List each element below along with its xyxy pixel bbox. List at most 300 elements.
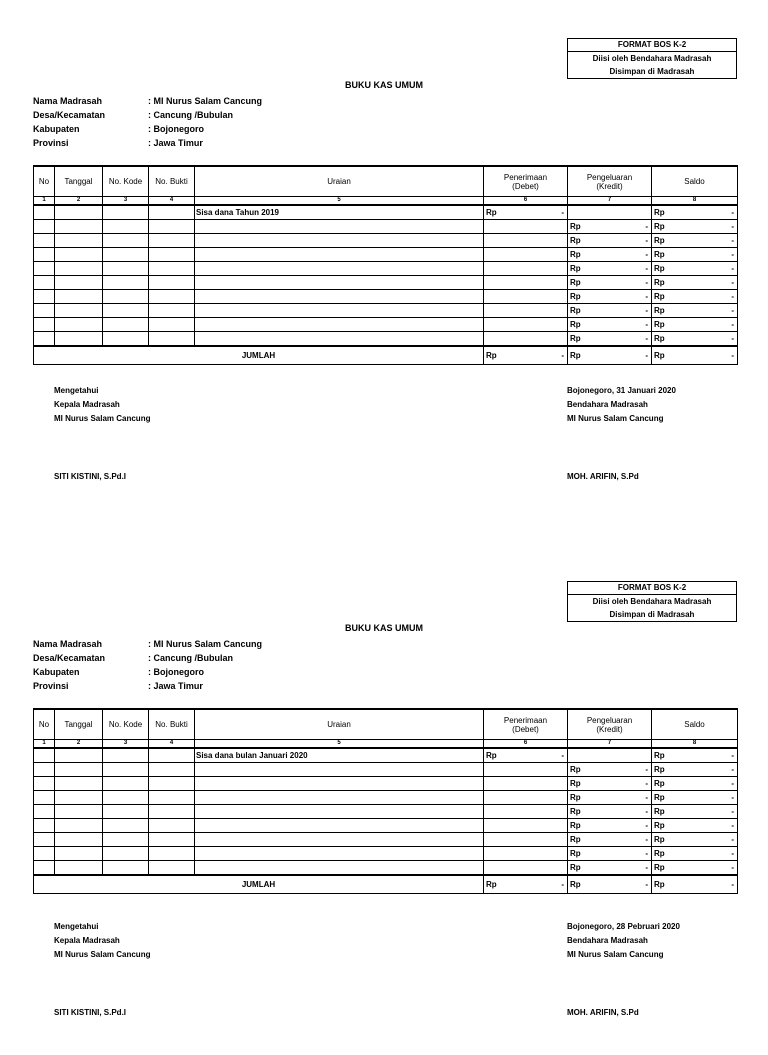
amount-dash: - — [731, 334, 734, 343]
table-row — [34, 262, 738, 276]
info-row-provinsi — [33, 679, 203, 693]
cell-no-kode — [103, 777, 149, 791]
currency-label: Rp — [654, 351, 665, 360]
currency-label: Rp — [654, 880, 665, 889]
cell-tanggal — [55, 332, 103, 347]
amount-dash: - — [731, 821, 734, 830]
amount-dash: - — [645, 863, 648, 872]
table-row — [34, 276, 738, 290]
amount-dash: - — [561, 880, 564, 889]
cell-saldo — [652, 791, 738, 805]
amount-dash: - — [731, 250, 734, 259]
col-number: 4 — [149, 197, 195, 206]
amount-dash: - — [731, 880, 734, 889]
cell-no-kode — [103, 262, 149, 276]
col-header-uraian: Uraian — [195, 709, 484, 740]
col-header-no-bukti: No. Bukti — [149, 166, 195, 197]
info-label: Provinsi — [33, 681, 69, 691]
currency-label: Rp — [570, 807, 581, 816]
currency-label: Rp — [570, 863, 581, 872]
sig-left-line-1: Mengetahui — [54, 386, 99, 395]
total-row — [34, 346, 738, 365]
cell-no — [34, 861, 55, 876]
cell-saldo — [652, 318, 738, 332]
cell-no-bukti — [149, 220, 195, 234]
currency-label: Rp — [654, 334, 665, 343]
cell-no-kode — [103, 276, 149, 290]
currency-label: Rp — [570, 236, 581, 245]
cell-tanggal — [55, 318, 103, 332]
cell-no-bukti — [149, 234, 195, 248]
cell-penerimaan — [484, 819, 568, 833]
cell-saldo — [652, 234, 738, 248]
cell-no-kode — [103, 220, 149, 234]
signature-right — [567, 384, 676, 426]
cell-tanggal — [55, 748, 103, 763]
cell-saldo — [652, 805, 738, 819]
cell-saldo — [652, 847, 738, 861]
cell-tanggal — [55, 234, 103, 248]
table-row — [34, 332, 738, 347]
amount-dash: - — [731, 264, 734, 273]
cell-pengeluaran — [568, 763, 652, 777]
info-row-kabupaten — [33, 122, 204, 136]
amount-dash: - — [731, 351, 734, 360]
jumlah-label: JUMLAH — [34, 875, 484, 894]
cell-pengeluaran — [568, 777, 652, 791]
cell-penerimaan — [484, 205, 568, 220]
cell-uraian — [195, 220, 484, 234]
cell-tanggal — [55, 777, 103, 791]
cell-no-bukti — [149, 763, 195, 777]
amount-dash: - — [645, 821, 648, 830]
table-row — [34, 833, 738, 847]
cell-saldo — [652, 220, 738, 234]
currency-label: Rp — [570, 222, 581, 231]
col-header-penerimaan — [484, 166, 568, 197]
cell-penerimaan — [484, 777, 568, 791]
col-header-uraian: Uraian — [195, 166, 484, 197]
amount-dash: - — [645, 222, 648, 231]
col-number: 8 — [652, 740, 738, 749]
col-header-tanggal: Tanggal — [55, 166, 103, 197]
cell-penerimaan — [484, 847, 568, 861]
cell-tanggal — [55, 276, 103, 290]
amount-dash: - — [731, 765, 734, 774]
info-label: Kabupaten — [33, 124, 80, 134]
amount-dash: - — [731, 779, 734, 788]
currency-label: Rp — [570, 334, 581, 343]
date-line: Bojonegoro, 31 Januari 2020 — [567, 386, 676, 395]
cell-tanggal — [55, 763, 103, 777]
cell-no-bukti — [149, 318, 195, 332]
cell-no-kode — [103, 847, 149, 861]
currency-label: Rp — [486, 880, 497, 889]
amount-dash: - — [645, 779, 648, 788]
info-row-nama-madrasah — [33, 94, 262, 108]
cell-penerimaan — [484, 833, 568, 847]
cell-tanggal — [55, 791, 103, 805]
cell-no-bukti — [149, 833, 195, 847]
cell-no — [34, 304, 55, 318]
amount-dash: - — [645, 306, 648, 315]
cell-no-kode — [103, 748, 149, 763]
total-penerimaan — [484, 875, 568, 894]
cell-no-kode — [103, 234, 149, 248]
col-number: 5 — [195, 740, 484, 749]
info-row-desa-kecamatan — [33, 108, 233, 122]
cell-no-kode — [103, 791, 149, 805]
cell-penerimaan — [484, 318, 568, 332]
currency-label: Rp — [654, 779, 665, 788]
cell-uraian — [195, 276, 484, 290]
cell-penerimaan — [484, 805, 568, 819]
cell-pengeluaran — [568, 332, 652, 347]
cell-no-kode — [103, 290, 149, 304]
info-label: Desa/Kecamatan — [33, 110, 106, 120]
amount-dash: - — [731, 863, 734, 872]
cell-pengeluaran — [568, 847, 652, 861]
col-header-penerimaan — [484, 709, 568, 740]
header-line: (Kredit) — [596, 181, 623, 191]
cell-no-bukti — [149, 205, 195, 220]
sig-left-line-1: Mengetahui — [54, 922, 99, 931]
amount-dash: - — [731, 278, 734, 287]
table-row — [34, 861, 738, 876]
cell-saldo — [652, 290, 738, 304]
col-header-no-kode: No. Kode — [103, 166, 149, 197]
cell-no-bukti — [149, 276, 195, 290]
col-header-tanggal: Tanggal — [55, 709, 103, 740]
cell-no — [34, 833, 55, 847]
cell-no-bukti — [149, 805, 195, 819]
info-value: : MI Nurus Salam Cancung — [148, 639, 263, 649]
sig-right-line-2: Bendahara Madrasah — [567, 400, 648, 409]
date-line: Bojonegoro, 28 Pebruari 2020 — [567, 922, 680, 931]
amount-dash: - — [645, 278, 648, 287]
table-row — [34, 220, 738, 234]
col-number: 3 — [103, 740, 149, 749]
currency-label: Rp — [654, 835, 665, 844]
currency-label: Rp — [570, 880, 581, 889]
sig-right-line-2: Bendahara Madrasah — [567, 936, 648, 945]
cell-uraian — [195, 805, 484, 819]
format-line-2: Disimpan di Madrasah — [609, 67, 695, 76]
amount-dash: - — [645, 236, 648, 245]
amount-dash: - — [645, 835, 648, 844]
cell-pengeluaran — [568, 861, 652, 876]
info-label: Nama Madrasah — [33, 639, 103, 649]
cell-no-bukti — [149, 262, 195, 276]
amount-dash: - — [731, 835, 734, 844]
amount-dash: - — [645, 849, 648, 858]
cell-no — [34, 262, 55, 276]
info-value: : Jawa Timur — [148, 138, 203, 148]
info-value: : Bojonegoro — [148, 667, 204, 677]
table-row — [34, 304, 738, 318]
sig-right-line-3: MI Nurus Salam Cancung — [567, 414, 664, 423]
cell-uraian — [195, 763, 484, 777]
cell-penerimaan — [484, 748, 568, 763]
currency-label: Rp — [654, 821, 665, 830]
amount-dash: - — [731, 320, 734, 329]
currency-label: Rp — [654, 751, 665, 760]
signature-left — [54, 920, 150, 962]
cell-no-bukti — [149, 304, 195, 318]
cell-penerimaan — [484, 290, 568, 304]
cell-no — [34, 748, 55, 763]
col-number: 6 — [484, 740, 568, 749]
currency-label: Rp — [570, 306, 581, 315]
currency-label: Rp — [654, 292, 665, 301]
cell-penerimaan — [484, 234, 568, 248]
table-row — [34, 791, 738, 805]
col-header-no: No — [34, 709, 55, 740]
cell-no-kode — [103, 304, 149, 318]
cell-no — [34, 234, 55, 248]
format-line-2: Disimpan di Madrasah — [609, 610, 695, 619]
cell-saldo — [652, 248, 738, 262]
total-saldo — [652, 346, 738, 365]
format-title: FORMAT BOS K-2 — [568, 39, 736, 52]
cell-uraian: Sisa dana Tahun 2019 — [195, 205, 484, 220]
amount-dash: - — [731, 807, 734, 816]
table-row — [34, 248, 738, 262]
sig-left-line-3: MI Nurus Salam Cancung — [54, 950, 151, 959]
cell-pengeluaran — [568, 205, 652, 220]
currency-label: Rp — [570, 835, 581, 844]
cell-tanggal — [55, 262, 103, 276]
col-header-saldo: Saldo — [652, 166, 738, 197]
cell-uraian — [195, 777, 484, 791]
cell-penerimaan — [484, 262, 568, 276]
amount-dash: - — [731, 208, 734, 217]
currency-label: Rp — [654, 236, 665, 245]
col-header-saldo: Saldo — [652, 709, 738, 740]
col-number: 1 — [34, 740, 55, 749]
info-value: : Bojonegoro — [148, 124, 204, 134]
amount-dash: - — [645, 793, 648, 802]
currency-label: Rp — [570, 292, 581, 301]
cell-penerimaan — [484, 861, 568, 876]
table-row — [34, 205, 738, 220]
col-header-pengeluaran — [568, 709, 652, 740]
cell-no-bukti — [149, 748, 195, 763]
amount-dash: - — [645, 351, 648, 360]
currency-label: Rp — [654, 208, 665, 217]
cell-uraian — [195, 332, 484, 347]
cell-uraian — [195, 833, 484, 847]
amount-dash: - — [645, 880, 648, 889]
total-row — [34, 875, 738, 894]
cell-no-bukti — [149, 777, 195, 791]
table-row — [34, 805, 738, 819]
currency-label: Rp — [570, 779, 581, 788]
cell-no — [34, 819, 55, 833]
header-line: (Debet) — [512, 724, 539, 734]
cell-penerimaan — [484, 791, 568, 805]
info-row-desa-kecamatan — [33, 651, 233, 665]
format-box — [567, 581, 737, 622]
cell-no — [34, 805, 55, 819]
cell-penerimaan — [484, 763, 568, 777]
cell-pengeluaran — [568, 318, 652, 332]
amount-dash: - — [645, 250, 648, 259]
total-saldo — [652, 875, 738, 894]
col-header-no-bukti: No. Bukti — [149, 709, 195, 740]
currency-label: Rp — [570, 821, 581, 830]
currency-label: Rp — [654, 320, 665, 329]
header-line: (Debet) — [512, 181, 539, 191]
cell-no-bukti — [149, 819, 195, 833]
cell-uraian — [195, 304, 484, 318]
cash-ledger-table — [33, 165, 738, 365]
cell-pengeluaran — [568, 748, 652, 763]
currency-label: Rp — [570, 278, 581, 287]
cell-no-kode — [103, 248, 149, 262]
info-label: Desa/Kecamatan — [33, 653, 106, 663]
table-row — [34, 318, 738, 332]
table-row — [34, 777, 738, 791]
total-penerimaan — [484, 346, 568, 365]
cell-no-kode — [103, 819, 149, 833]
cell-pengeluaran — [568, 805, 652, 819]
header-line: Penerimaan — [503, 715, 548, 725]
cell-tanggal — [55, 304, 103, 318]
currency-label: Rp — [570, 849, 581, 858]
currency-label: Rp — [654, 849, 665, 858]
cell-tanggal — [55, 833, 103, 847]
cell-uraian — [195, 861, 484, 876]
amount-dash: - — [731, 236, 734, 245]
header-line: Pengeluaran — [586, 172, 633, 182]
cell-penerimaan — [484, 304, 568, 318]
currency-label: Rp — [486, 751, 497, 760]
cell-saldo — [652, 262, 738, 276]
cell-saldo — [652, 304, 738, 318]
sig-left-line-2: Kepala Madrasah — [54, 936, 120, 945]
cell-no-bukti — [149, 248, 195, 262]
document-title: BUKU KAS UMUM — [345, 80, 423, 90]
col-header-pengeluaran — [568, 166, 652, 197]
currency-label: Rp — [570, 765, 581, 774]
amount-dash: - — [645, 765, 648, 774]
signer-name-left: SITI KISTINI, S.Pd.I — [54, 472, 127, 481]
cell-tanggal — [55, 819, 103, 833]
cell-no-bukti — [149, 847, 195, 861]
header-line: Pengeluaran — [586, 715, 633, 725]
col-number: 1 — [34, 197, 55, 206]
cell-tanggal — [55, 861, 103, 876]
cell-no-bukti — [149, 290, 195, 304]
jumlah-label: JUMLAH — [34, 346, 484, 365]
amount-dash: - — [645, 292, 648, 301]
col-number: 3 — [103, 197, 149, 206]
cell-tanggal — [55, 805, 103, 819]
cell-pengeluaran — [568, 791, 652, 805]
cell-no-kode — [103, 332, 149, 347]
table-row — [34, 819, 738, 833]
currency-label: Rp — [486, 208, 497, 217]
cell-penerimaan — [484, 276, 568, 290]
cell-uraian — [195, 234, 484, 248]
cell-no-bukti — [149, 332, 195, 347]
currency-label: Rp — [654, 264, 665, 273]
cell-no — [34, 290, 55, 304]
currency-label: Rp — [654, 250, 665, 259]
cell-no-kode — [103, 205, 149, 220]
col-number: 4 — [149, 740, 195, 749]
document-title: BUKU KAS UMUM — [345, 623, 423, 633]
amount-dash: - — [731, 849, 734, 858]
format-line-1: Diisi oleh Bendahara Madrasah — [592, 597, 712, 606]
cell-no — [34, 248, 55, 262]
col-number: 2 — [55, 740, 103, 749]
cell-no — [34, 318, 55, 332]
cell-penerimaan — [484, 220, 568, 234]
table-row — [34, 847, 738, 861]
amount-dash: - — [731, 751, 734, 760]
cash-ledger-table — [33, 708, 738, 894]
cell-pengeluaran — [568, 234, 652, 248]
currency-label: Rp — [570, 250, 581, 259]
cell-pengeluaran — [568, 262, 652, 276]
currency-label: Rp — [654, 793, 665, 802]
cell-tanggal — [55, 847, 103, 861]
cell-pengeluaran — [568, 833, 652, 847]
cell-saldo — [652, 819, 738, 833]
amount-dash: - — [731, 292, 734, 301]
cell-no — [34, 777, 55, 791]
cell-no — [34, 847, 55, 861]
cell-penerimaan — [484, 332, 568, 347]
sig-left-line-2: Kepala Madrasah — [54, 400, 120, 409]
signature-right — [567, 920, 680, 962]
table-row — [34, 290, 738, 304]
ledger-page-1 — [0, 0, 768, 512]
col-number: 8 — [652, 197, 738, 206]
currency-label: Rp — [654, 863, 665, 872]
signature-left — [54, 384, 150, 426]
format-line-1: Diisi oleh Bendahara Madrasah — [592, 54, 712, 63]
cell-no — [34, 205, 55, 220]
cell-no-kode — [103, 805, 149, 819]
info-row-kabupaten — [33, 665, 204, 679]
cell-no-kode — [103, 861, 149, 876]
info-row-provinsi — [33, 136, 203, 150]
cell-uraian — [195, 262, 484, 276]
cell-pengeluaran — [568, 276, 652, 290]
cell-uraian — [195, 819, 484, 833]
cell-tanggal — [55, 290, 103, 304]
cell-saldo — [652, 833, 738, 847]
col-number: 7 — [568, 740, 652, 749]
cell-no — [34, 791, 55, 805]
currency-label: Rp — [654, 807, 665, 816]
cell-pengeluaran — [568, 819, 652, 833]
cell-no-kode — [103, 763, 149, 777]
currency-label: Rp — [654, 765, 665, 774]
cell-saldo — [652, 861, 738, 876]
col-number: 7 — [568, 197, 652, 206]
cell-uraian — [195, 318, 484, 332]
currency-label: Rp — [654, 306, 665, 315]
cell-pengeluaran — [568, 248, 652, 262]
total-pengeluaran — [568, 875, 652, 894]
cell-saldo — [652, 777, 738, 791]
signer-name-right: MOH. ARIFIN, S.Pd — [567, 472, 639, 481]
currency-label: Rp — [570, 351, 581, 360]
